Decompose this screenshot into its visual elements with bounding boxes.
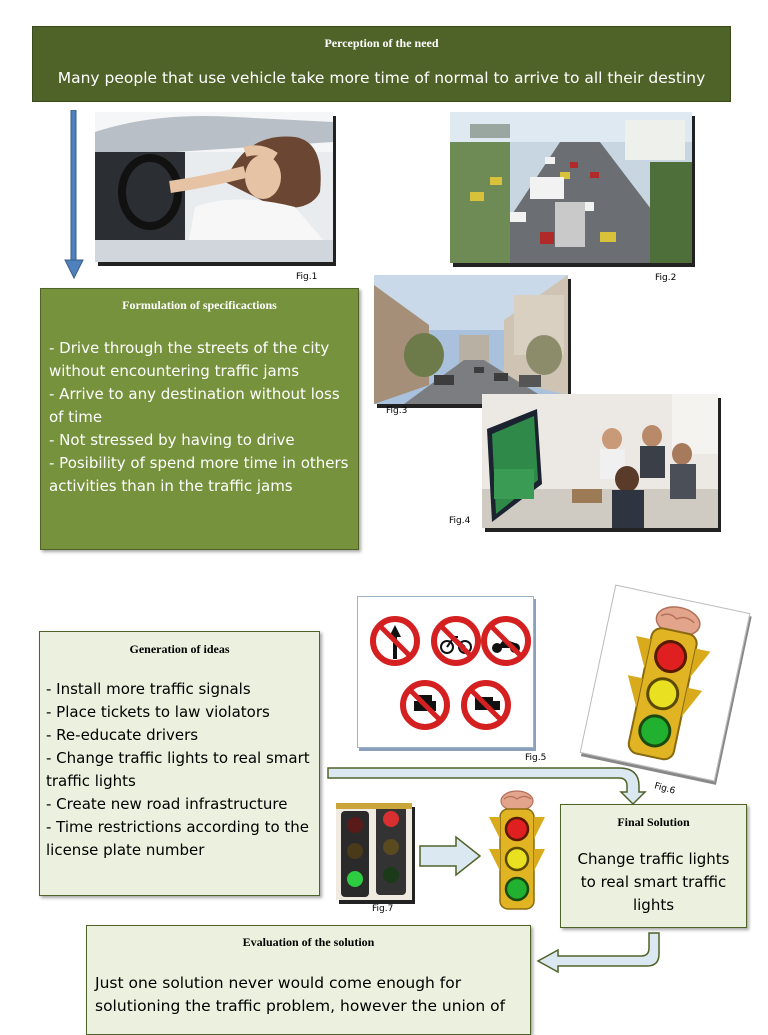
no-entry-sign-icon xyxy=(373,619,417,663)
no-trucks-sign-icon xyxy=(464,683,508,727)
fig3-label: Fig.3 xyxy=(386,406,408,416)
spec-item: - Posibility of spend more time in others activities than in the traffic jams xyxy=(49,454,349,495)
final-solution-box xyxy=(560,804,747,928)
down-arrow xyxy=(64,110,84,280)
smart-traffic-light-image xyxy=(580,585,751,782)
smart-traffic-light-icon xyxy=(488,789,546,913)
no-cars-sign-icon xyxy=(403,683,447,727)
bent-arrow-down-left xyxy=(536,932,664,974)
old-traffic-lights-photo xyxy=(336,803,412,900)
spec-item: - Arrive to any destination without loss of time xyxy=(49,385,340,426)
ideas-list xyxy=(46,678,313,862)
idea-item: - Re-educate drivers xyxy=(46,726,199,744)
evaluation-text: Just one solution never would come enough for solutioning the traffic problem, however the union of xyxy=(95,974,506,1015)
perception-box xyxy=(32,26,731,102)
final-solution-title: Final Solution xyxy=(617,815,690,829)
spec-item: - Drive through the streets of the city without encountering traffic jams xyxy=(49,339,330,380)
ideas-title: Generation of ideas xyxy=(129,642,230,656)
perception-text: Many people that use vehicle take more time of normal to arrive to all their destiny xyxy=(57,69,706,87)
fig2-label: Fig.2 xyxy=(655,273,677,283)
final-solution-text: Change traffic lights to real smart traffic lights xyxy=(577,850,730,914)
idea-item: - Create new road infrastructure xyxy=(46,795,288,813)
traffic-jam-photo xyxy=(450,112,692,263)
fig1-label: Fig.1 xyxy=(296,272,318,282)
perception-title: Perception of the need xyxy=(324,36,439,50)
fig5-label: Fig.5 xyxy=(525,753,547,763)
evaluation-title: Evaluation of the solution xyxy=(242,935,375,949)
no-motorcycle-sign-icon xyxy=(484,619,528,663)
idea-item: - Install more traffic signals xyxy=(46,680,251,698)
clear-street-photo xyxy=(374,275,568,404)
prohibition-signs-image xyxy=(357,596,534,748)
specifications-title: Formulation of specificactions xyxy=(122,298,277,312)
evaluation-box xyxy=(86,925,531,1035)
block-arrow-right xyxy=(418,834,482,878)
fig7-label: Fig.7 xyxy=(372,904,394,914)
idea-item: - Time restrictions according to the license plate number xyxy=(46,818,310,859)
specifications-box xyxy=(40,288,359,550)
ideas-box xyxy=(39,631,320,896)
stressed-driver-photo xyxy=(95,112,333,262)
specifications-list xyxy=(49,337,352,498)
no-bicycle-sign-icon xyxy=(434,619,478,663)
idea-item: - Place tickets to law violators xyxy=(46,703,270,721)
leisure-photo xyxy=(482,394,718,528)
bent-arrow-right-down xyxy=(327,764,647,806)
fig6-label: Fig.6 xyxy=(653,781,677,797)
idea-item: - Change traffic lights to real smart traffic lights xyxy=(46,749,310,790)
spec-item: - Not stressed by having to drive xyxy=(49,431,295,449)
fig4-label: Fig.4 xyxy=(449,516,471,526)
